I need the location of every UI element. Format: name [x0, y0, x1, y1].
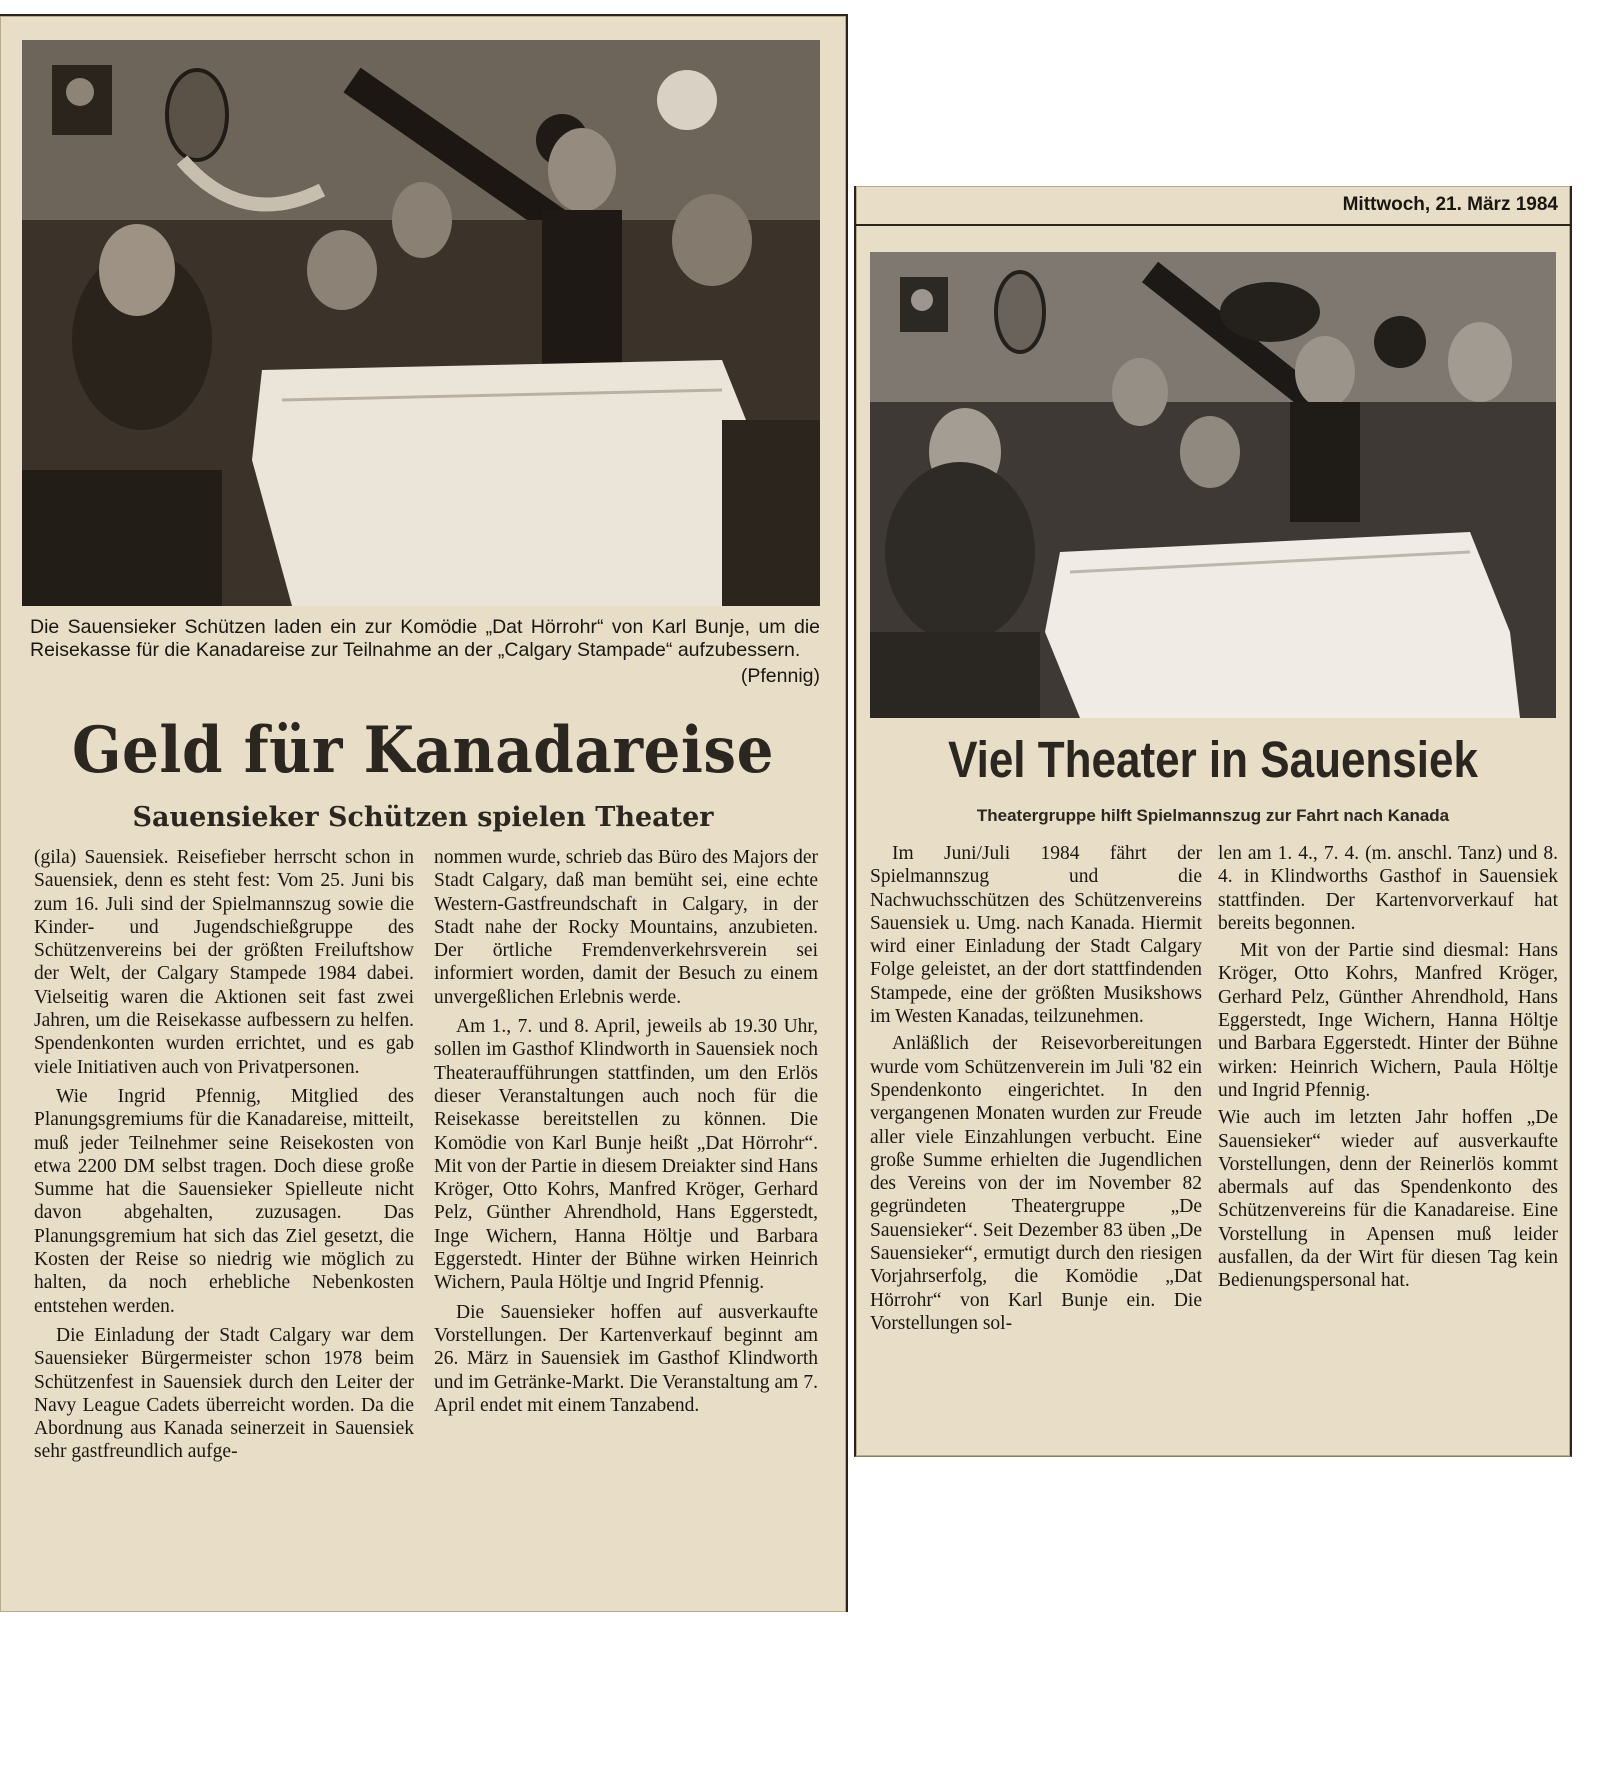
left-photo [22, 40, 820, 606]
right-headline: Viel Theater in Sauensiek [948, 732, 1478, 789]
right-article-column-2 [1218, 842, 1558, 1297]
caption-text: Die Sauensieker Schützen laden ein zur Komödie „Dat Hörrohr“ von Karl Bunje, um die Reisekasse für die Kanadareise zur Teilnahme an der „Calgary Stampade“ aufzubessern. [30, 616, 820, 661]
paragraph: Die Sauensieker hoffen auf ausverkaufte Vorstellungen. Der Kartenverkauf beginnt am 26. März in Sauensiek im Gasthof Klindworth und im Getränke-Markt. Die Veranstaltung am 7. April endet mit einem Tanzabend. [434, 1301, 818, 1416]
left-article-column-2 [434, 846, 818, 1423]
left-photo-caption [30, 616, 820, 688]
left-subheadline: Sauensieker Schützen spielen Theater [132, 802, 714, 833]
photo-credit: (Pfennig) [740, 665, 820, 687]
paragraph: Im Juni/Juli 1984 fährt der Spielmannszug und die Nachwuchsschützen des Schützenvereins Sauensiek u. Umg. nach Kanada. Hiermit wird einer Einladung der Stadt Calgary Folge geleistet, an der dort stattfindenden Stampede, eine der größten Musikshows im Westen Kanadas, teilzunehmen. [870, 843, 1202, 1028]
paragraph: Mit von der Partie sind diesmal: Hans Kröger, Otto Kohrs, Manfred Kröger, Gerhard Pelz, Günther Ahrendhold, Hans Eggerstedt, Inge Wichern, Hanna Höltje und Barbara Eggerstedt. Hinter der Bühne wirken: Heinrich Wichern, Paula Höltje und Ingrid Pfennig. [1218, 940, 1558, 1101]
right-photo-image [870, 252, 1556, 718]
dateline: Mittwoch, 21. März 1984 [1342, 194, 1558, 215]
left-photo-image [22, 40, 820, 606]
dateline-rule [856, 224, 1570, 226]
paragraph: len am 1. 4., 7. 4. (m. anschl. Tanz) und 8. 4. in Klindworths Gasthof in Sauensiek stattfinden. Der Kartenvorverkauf hat bereits begonnen. [1218, 843, 1558, 934]
paragraph: Wie auch im letzten Jahr hoffen „De Sauensieker“ wieder auf ausverkaufte Vorstellungen, denn der Reinerlös kommt abermals auf das Spendenkonto des Schützenvereins für die Kanadareise. Eine Vorstellung in Apensen muß leider ausfallen, da der Wirt für diesen Tag kein Bedienungspersonal hat. [1218, 1107, 1558, 1292]
right-clipping [854, 186, 1572, 1457]
paragraph: (gila) Sauensiek. Reisefieber herrscht schon in Sauensiek, denn es steht fest: Vom 25. Juni bis zum 16. Juli sind der Spielmannszug sowie die Kinder- und Jugendschießgruppe des Schützenvereins bei der größten Freiluftshow der Welt, der Calgary Stampede 1984 dabei. Vielseitig waren die Aktionen seit fast zwei Jahren, um die Reisekasse aufbessern zu helfen. Spendenkonten wurden errichtet, und es gab viele Initiativen auch von Privatpersonen. [34, 847, 414, 1078]
left-headline: Geld für Kanadareise [71, 712, 774, 788]
right-article-column-1 [870, 842, 1202, 1339]
paragraph: Am 1., 7. und 8. April, jeweils ab 19.30 Uhr, sollen im Gasthof Klindworth in Sauensiek noch Theateraufführungen stattfinden, um den Erlös dieser Veranstaltungen auch noch für die Reisekasse bereitstellen zu können. Die Komödie von Karl Bunje heißt „Dat Hörrohr“. Mit von der Partie in diesem Dreiakter sind Hans Kröger, Otto Kohrs, Manfred Kröger, Gerhard Pelz, Günther Ahrendhold, Hans Eggerstedt, Inge Wichern, Hanna Höltje und Barbara Eggerstedt. Hinter der Bühne wirken Heinrich Wichern, Paula Höltje und Ingrid Pfennig. [434, 1016, 818, 1294]
left-clipping [0, 14, 848, 1612]
right-photo [870, 252, 1556, 718]
right-subheadline: Theatergruppe hilft Spielmannszug zur Fahrt nach Kanada [976, 806, 1450, 825]
paragraph: Anläßlich der Reisevorbereitungen wurde vom Schützenverein im Juli '82 ein Spendenkonto eingerichtet. In den vergangenen Monaten wurden zur Freude aller viele Einzahlungen verbucht. Eine große Summe erhielten die Jugendlichen des Vereins von der im November 82 gegründeten Theatergruppe „De Sauensieker“. Seit Dezember 83 üben „De Sauensieker“, ermutigt durch den riesigen Vorjahrserfolg, die Komödie „Dat Hörrohr“ von Karl Bunje ein. Die Vorstellungen sol- [870, 1033, 1202, 1334]
paragraph: Die Einladung der Stadt Calgary war dem Sauensieker Bürgermeister schon 1978 beim Schützenfest in Sauensiek durch den Leiter der Navy League Cadets überreicht worden. Da die Abordnung aus Kanada seinerzeit in Sauensiek sehr gastfreundlich aufge- [34, 1324, 414, 1463]
paragraph: Wie Ingrid Pfennig, Mitglied des Planungsgremiums für die Kanadareise, mitteilt, muß jeder Teilnehmer seine Reisekosten von etwa 2200 DM selbst tragen. Doch diese große Summe hat die Sauensieker Spielleute nicht davon abgehalten, zuzusagen. Das Planungsgremium hat sich das Ziel gesetzt, die Kosten der Reise so niedrig wie möglich zu halten, da noch erhebliche Nebenkosten entstehen werden. [34, 1085, 414, 1317]
left-article-column-1 [34, 846, 414, 1470]
paragraph: nommen wurde, schrieb das Büro des Majors der Stadt Calgary, daß man bemüht sei, eine echte Western-Gastfreundschaft in Calgary, in der Stadt nahe der Rocky Mountains, anzubieten. Der örtliche Fremdenverkehrsverein sei informiert worden, damit der Besuch zu einem unvergeßlichen Erlebnis werde. [434, 847, 818, 1008]
